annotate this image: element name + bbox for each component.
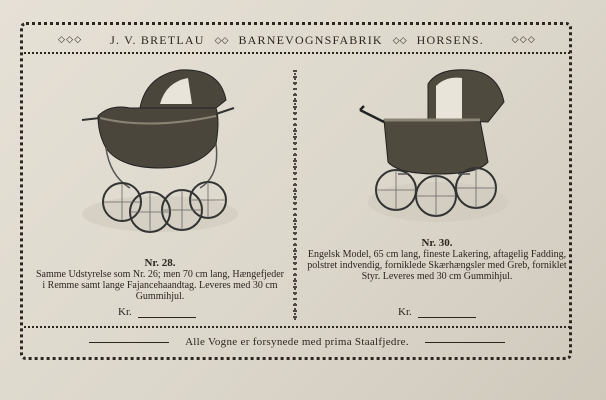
ornament-icon: ◇◇ bbox=[214, 34, 229, 45]
pram-nr-28-illustration bbox=[70, 64, 250, 240]
price-line bbox=[138, 307, 196, 318]
page-footer bbox=[24, 332, 570, 352]
footer-rule bbox=[425, 342, 505, 343]
price-field-nr-28 bbox=[118, 306, 196, 318]
price-line bbox=[418, 307, 476, 318]
header-city: HORSENS. bbox=[416, 32, 484, 47]
price-field-nr-30 bbox=[398, 306, 476, 318]
product-nr-30 bbox=[306, 238, 568, 282]
column-divider bbox=[293, 70, 297, 320]
product-nr-28 bbox=[36, 258, 284, 302]
product-description: Samme Udstyrelse som Nr. 26; men 70 cm lang, Hængefjeder i Remme samt lange Fajancehaandtag. Leveres med 30 cm Gummihjul. bbox=[36, 269, 285, 302]
product-description: Engelsk Model, 65 cm lang, fineste Lakering, aftagelig Fadding, polstret indvendig, forniklede Skærhængsler med Greb, forniklet Styr. Leveres med 30 cm Gummihjul. bbox=[307, 249, 567, 282]
footer-divider bbox=[24, 326, 570, 328]
price-label: Kr. bbox=[398, 306, 412, 318]
header-name: J. V. BRETLAU bbox=[110, 32, 205, 47]
footer-text: Alle Vogne er forsynede med prima Staalfjedre. bbox=[185, 336, 409, 348]
page-header bbox=[22, 30, 572, 50]
ornament-icon: ◇◇◇ bbox=[511, 34, 536, 44]
product-number: Nr. 28. bbox=[144, 257, 176, 269]
header-divider bbox=[24, 52, 570, 54]
pram-nr-30-illustration bbox=[358, 62, 518, 232]
header-business: BARNEVOGNSFABRIK bbox=[238, 32, 383, 47]
ornament-icon: ◇◇◇ bbox=[58, 34, 83, 44]
ornament-icon: ◇◇ bbox=[392, 34, 407, 45]
price-label: Kr. bbox=[118, 306, 132, 318]
footer-rule bbox=[89, 342, 169, 343]
product-number: Nr. 30. bbox=[421, 237, 453, 249]
